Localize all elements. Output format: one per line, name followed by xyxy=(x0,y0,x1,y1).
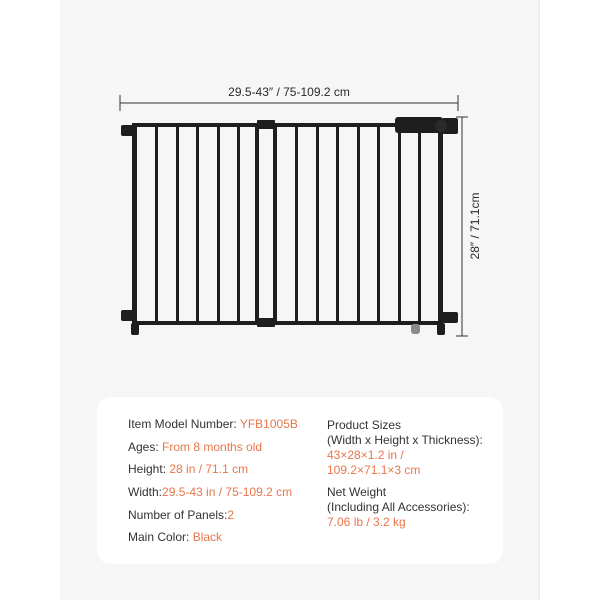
gate-bar xyxy=(176,127,179,321)
spec-value: 28 in / 71.1 cm xyxy=(169,462,249,476)
spec-label: Item Model Number: xyxy=(128,417,240,431)
spec-net-weight-value: 7.06 lb / 3.2 kg xyxy=(327,515,406,529)
gate-bar xyxy=(398,127,401,321)
spec-label: Width: xyxy=(128,485,163,499)
gate-bar xyxy=(316,127,319,321)
gate-bar xyxy=(196,127,199,321)
spec-product-sizes-value-1: 43×28×1.2 in / xyxy=(327,448,404,462)
spec-label: Number of Panels: xyxy=(128,508,228,522)
spec-color xyxy=(128,530,222,545)
spec-label: Height: xyxy=(128,462,170,476)
spec-value: From 8 months old xyxy=(162,440,263,454)
pressure-mounts xyxy=(121,117,458,335)
spec-panels xyxy=(128,508,234,523)
bottom-hinge xyxy=(257,318,275,327)
spec-model xyxy=(128,417,298,432)
spec-value: Black xyxy=(192,530,223,544)
right-foot xyxy=(437,323,445,335)
gate-bar xyxy=(217,127,220,321)
height-dimension-label: 28″ / 71.1cm xyxy=(468,192,482,260)
left-foot xyxy=(131,323,139,335)
gate-bars xyxy=(155,127,421,321)
top-hinge xyxy=(257,120,275,129)
gate-bar xyxy=(336,127,339,321)
bottom-left-mount xyxy=(121,310,137,321)
gate-bar xyxy=(418,127,421,321)
spec-product-sizes-title: Product Sizes xyxy=(327,418,402,432)
spec-product-sizes-subtitle: (Width x Height x Thickness): xyxy=(327,433,483,447)
spec-ages xyxy=(128,440,262,455)
spec-label: Main Color: xyxy=(128,530,193,544)
spec-height xyxy=(128,462,248,477)
spec-value: 29.5-43 in / 75-109.2 cm xyxy=(162,485,293,499)
spec-net-weight-subtitle: (Including All Accessories): xyxy=(327,500,470,514)
top-left-mount xyxy=(121,125,137,136)
spec-net-weight-title: Net Weight xyxy=(327,485,387,499)
spec-label: Ages: xyxy=(128,440,163,454)
bottom-right-mount xyxy=(442,312,458,323)
gate-bar xyxy=(155,127,158,321)
spec-product-sizes-value-2: 109.2×71.1×3 cm xyxy=(327,463,421,477)
gate-bar xyxy=(237,127,240,321)
floor-stopper xyxy=(411,324,420,334)
spec-value: YFB1005B xyxy=(239,417,298,431)
spec-width xyxy=(128,485,292,500)
spec-value: 2 xyxy=(227,508,235,522)
gate-bar xyxy=(377,127,380,321)
gate-bar xyxy=(295,127,298,321)
gate-bar xyxy=(357,127,360,321)
height-dimension-line xyxy=(456,117,468,336)
spec-card xyxy=(97,397,503,564)
latch-knob xyxy=(435,120,447,132)
width-dimension-label: 29.5-43″ / 75-109.2 cm xyxy=(228,85,350,99)
